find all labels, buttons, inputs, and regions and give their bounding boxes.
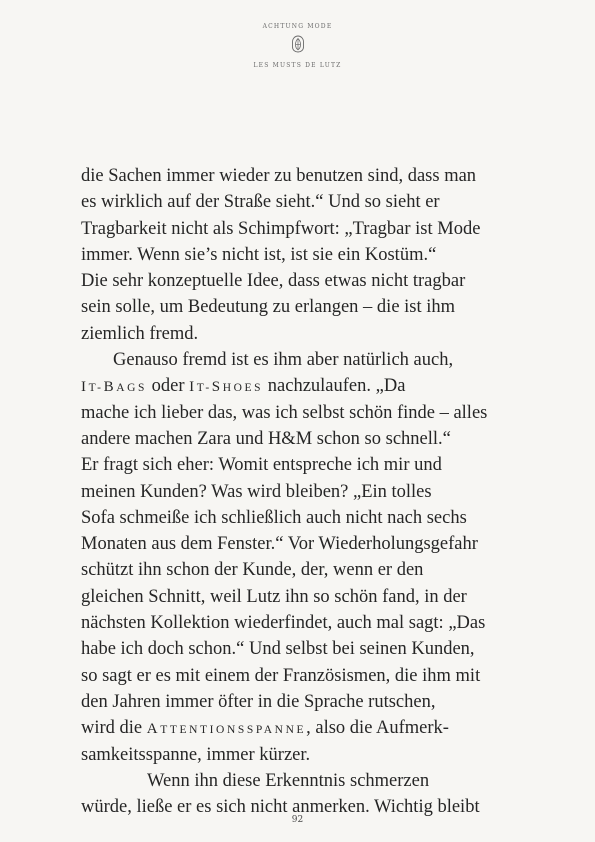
text-line: samkeitsspanne, immer kürzer. bbox=[81, 744, 311, 765]
text-line-small-caps: wird die ATTENTIONSSPANNE, also die Aufmerk- bbox=[81, 718, 449, 739]
text-line: nächsten Kollektion wiederfindet, auch mal sagt: „Das bbox=[81, 613, 486, 634]
running-header-title: ACHTUNG MODE bbox=[262, 23, 333, 30]
text-line: Er fragt sich eher: Womit entspreche ich mir und bbox=[81, 455, 442, 476]
text-line: Sofa schmeiße ich schließlich auch nicht nach sechs bbox=[81, 507, 467, 528]
paragraph-start-line: Genauso fremd ist es ihm aber natürlich auch, bbox=[113, 350, 454, 371]
paragraph-start-line: Wenn ihn diese Erkenntnis schmerzen bbox=[147, 770, 430, 791]
text-line: Die sehr konzeptuelle Idee, dass etwas nicht tragbar bbox=[81, 271, 466, 292]
text-line: gleichen Schnitt, weil Lutz ihn so schön fand, in der bbox=[81, 586, 467, 607]
text-line: schützt ihn schon der Kunde, der, wenn er den bbox=[81, 560, 424, 581]
text-line: den Jahren immer öfter in die Sprache rutschen, bbox=[81, 691, 436, 712]
text-line: so sagt er es mit einem der Französismen, die ihm mit bbox=[81, 665, 481, 686]
text-line: andere machen Zara und H&M schon so schnell.“ bbox=[81, 428, 451, 449]
text-line: habe ich doch schon.“ Und selbst bei seinen Kunden, bbox=[81, 639, 475, 660]
small-caps-term: ATTENTIONSSPANNE bbox=[146, 721, 307, 738]
text-line: sein solle, um Bedeutung zu erlangen – die ist ihm bbox=[81, 297, 456, 318]
text-line: Monaten aus dem Fenster.“ Vor Wiederholungsgefahr bbox=[81, 534, 478, 555]
text-line: würde, ließe er es sich nicht anmerken. Wichtig bleibt bbox=[81, 797, 480, 818]
crest-icon bbox=[291, 35, 305, 53]
page-number: 92 bbox=[291, 815, 304, 825]
small-caps-term: IT-SHOES bbox=[189, 379, 264, 396]
text-line: meinen Kunden? Was wird bleiben? „Ein tolles bbox=[81, 481, 432, 502]
body-text bbox=[81, 163, 531, 820]
text-line: es wirklich auf der Straße sieht.“ Und so sieht er bbox=[81, 192, 440, 213]
text-line: immer. Wenn sie’s nicht ist, ist sie ein Kostüm.“ bbox=[81, 244, 437, 265]
text-line: Tragbarkeit nicht als Schimpfwort: „Tragbar ist Mode bbox=[81, 218, 481, 239]
text-line-small-caps: IT-BAGS oder IT-SHOES nachzulaufen. „Da bbox=[81, 376, 406, 397]
running-header-subtitle: LES MUSTS DE LUTZ bbox=[253, 62, 342, 69]
text-line: die Sachen immer wieder zu benutzen sind, dass man bbox=[81, 166, 477, 186]
text-line: ziemlich fremd. bbox=[81, 323, 199, 344]
small-caps-term: IT-BAGS bbox=[81, 379, 148, 396]
text-line: mache ich lieber das, was ich selbst schön finde – alles bbox=[81, 402, 488, 423]
